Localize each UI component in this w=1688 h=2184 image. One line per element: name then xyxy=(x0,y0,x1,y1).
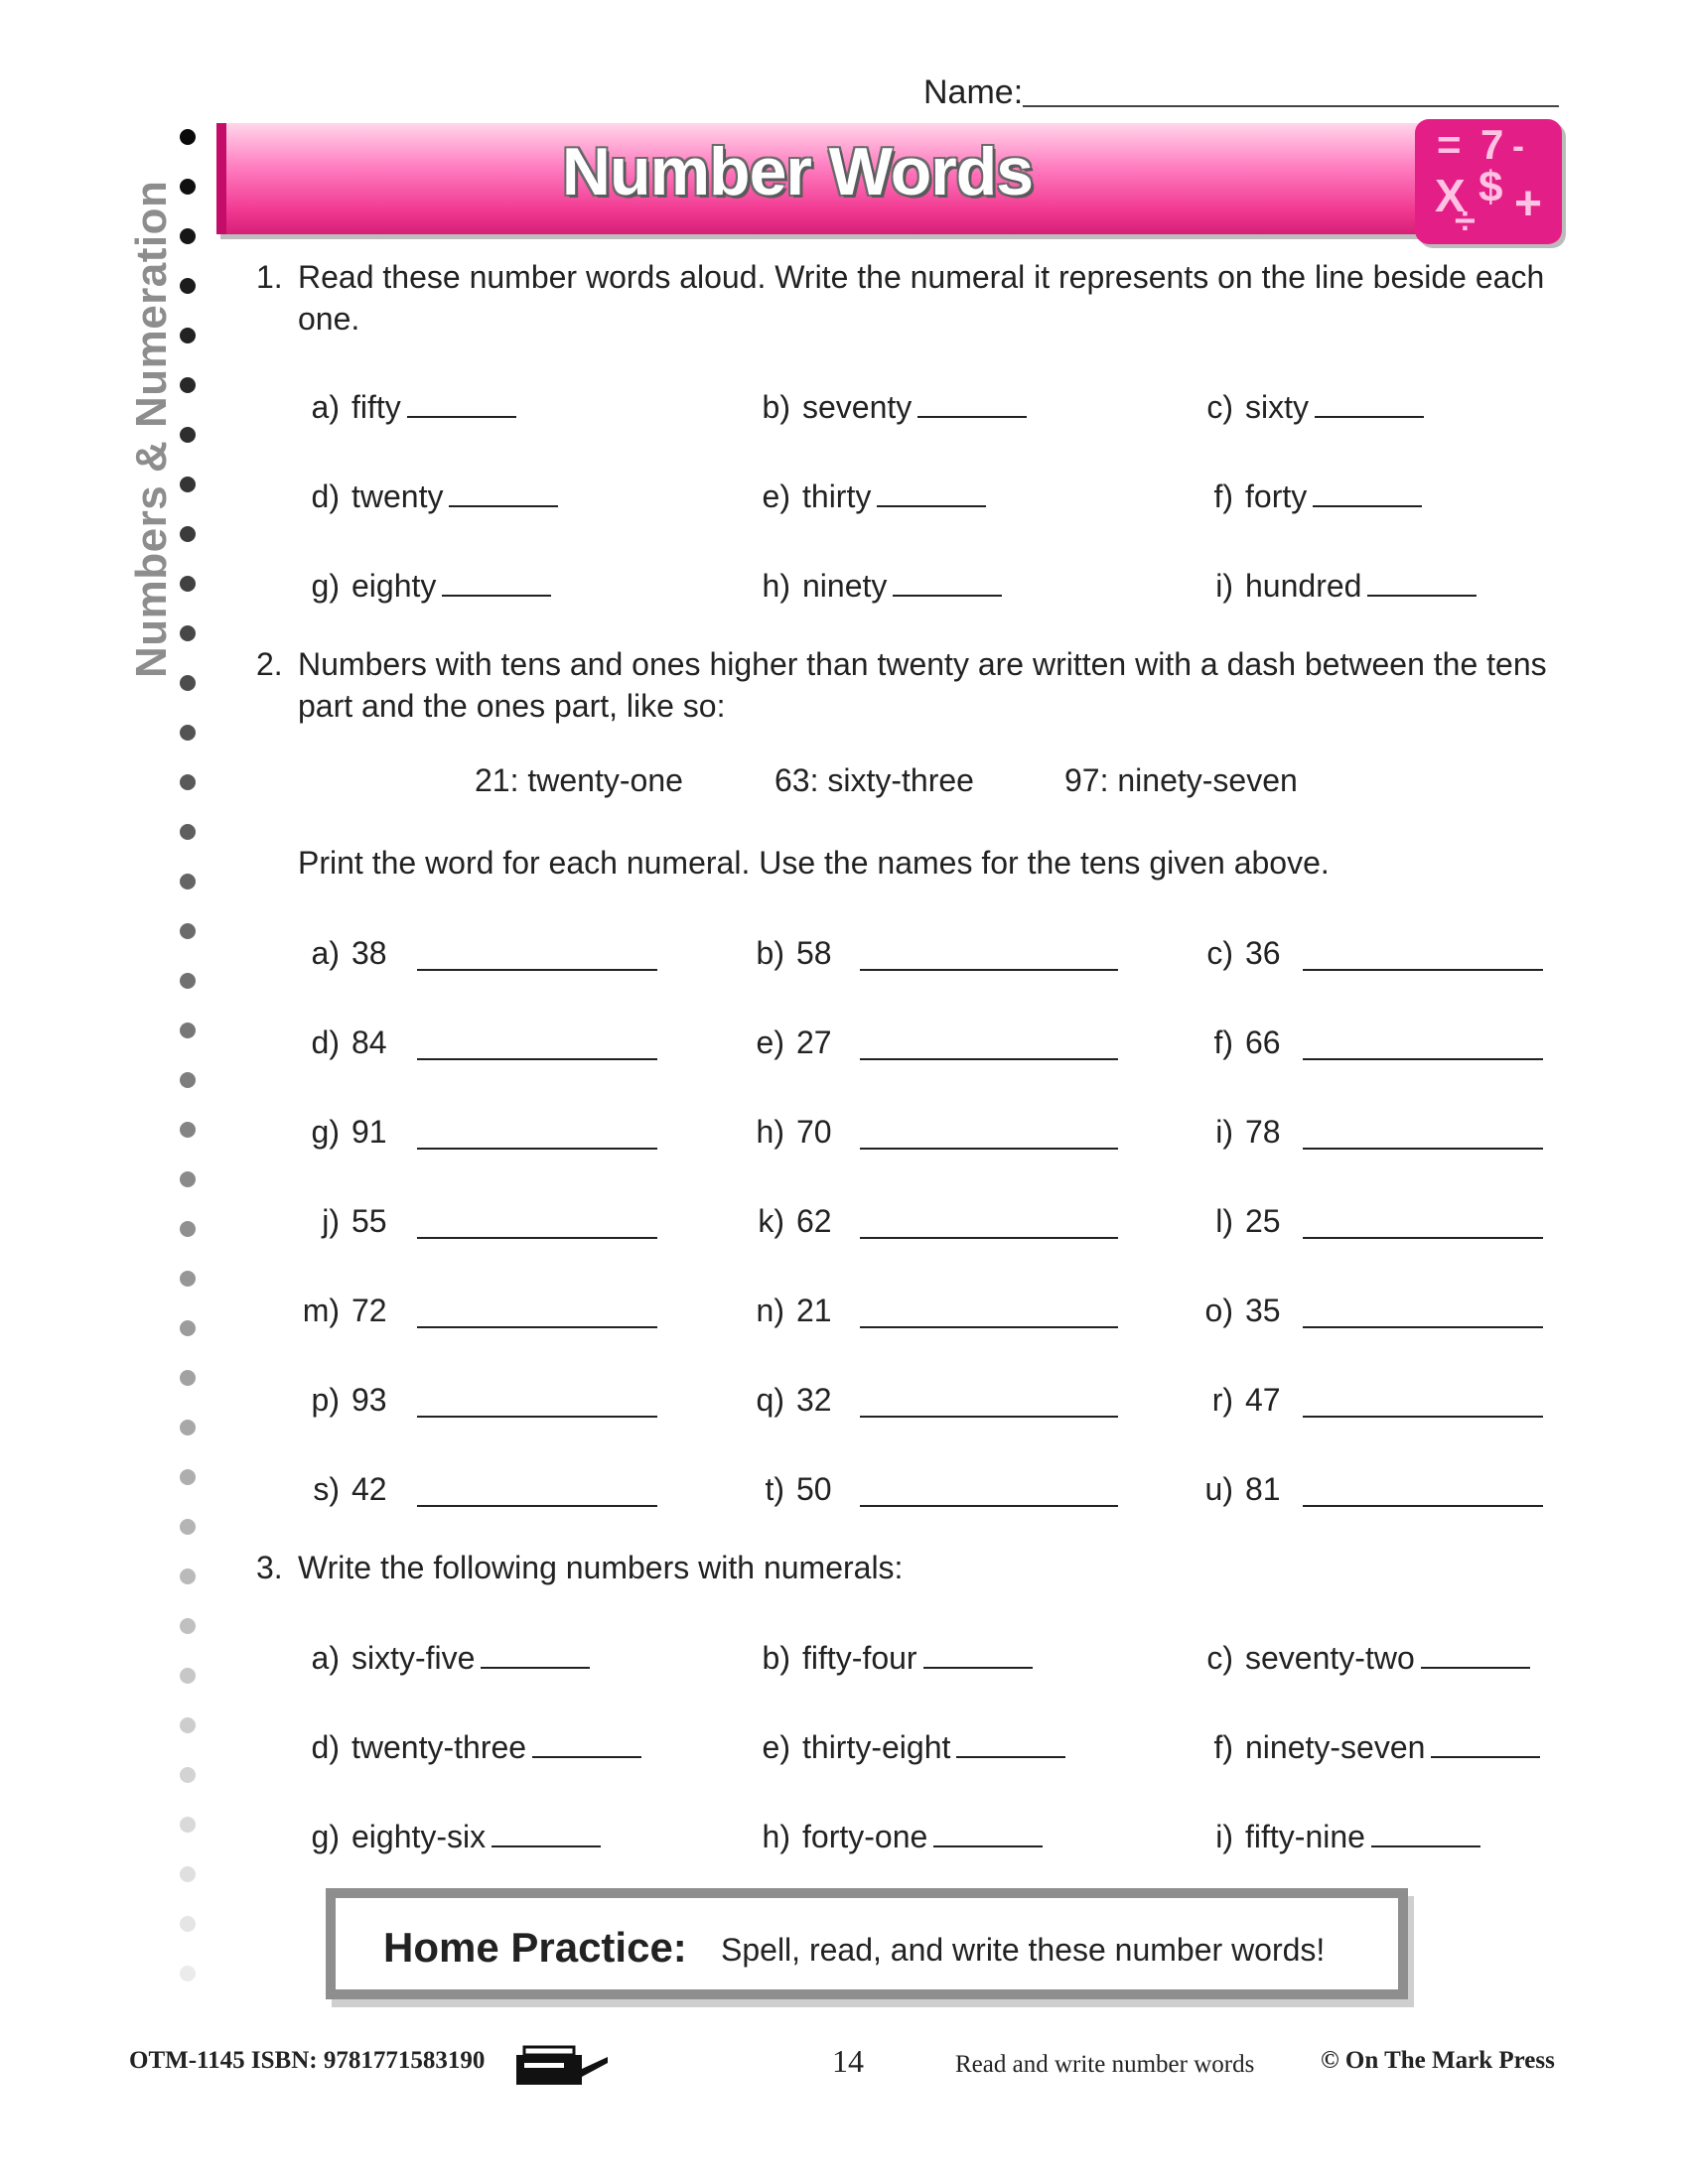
answer-blank[interactable] xyxy=(1431,1726,1540,1758)
binder-dot xyxy=(180,1717,196,1733)
item-text: ninety-seven xyxy=(1245,1729,1426,1765)
answer-line[interactable] xyxy=(1303,1416,1543,1418)
binder-dot xyxy=(180,1519,196,1535)
binder-dot xyxy=(180,228,196,244)
answer-line[interactable] xyxy=(417,1505,657,1507)
question-text: Numbers with tens and ones higher than twenty are written with a dash between the tens part and the ones part, like so: xyxy=(298,646,1547,724)
math-symbol: 7 xyxy=(1480,121,1504,168)
answer-blank[interactable] xyxy=(532,1726,641,1758)
item-text: fifty-four xyxy=(802,1640,917,1676)
answer-line[interactable] xyxy=(1303,1326,1543,1328)
exercise-item xyxy=(756,1021,832,1064)
answer-blank[interactable] xyxy=(492,1816,601,1847)
math-symbol: $ xyxy=(1478,163,1503,211)
item-text: 72 xyxy=(352,1293,387,1328)
item-text: 70 xyxy=(796,1114,832,1150)
item-label: j) xyxy=(322,1203,340,1239)
example: 63: sixty-three xyxy=(774,762,974,798)
answer-line[interactable] xyxy=(860,969,1118,971)
answer-line[interactable] xyxy=(417,1148,657,1150)
question-number: 2. xyxy=(256,646,283,682)
answer-blank[interactable] xyxy=(923,1637,1033,1669)
binder-dot xyxy=(180,1618,196,1634)
binder-dot xyxy=(180,725,196,741)
home-practice-text: Spell, read, and write these number words! xyxy=(721,1932,1326,1968)
binder-dot xyxy=(180,1469,196,1485)
item-label: q) xyxy=(756,1382,784,1418)
exercise-item xyxy=(1206,931,1281,975)
binder-dot xyxy=(180,576,196,592)
item-label: i) xyxy=(1215,1819,1233,1854)
item-label: a) xyxy=(311,389,340,425)
item-label: p) xyxy=(311,1382,340,1418)
name-field[interactable] xyxy=(923,69,1559,113)
exercise-item xyxy=(311,1378,387,1422)
item-text: eighty-six xyxy=(352,1819,487,1854)
answer-line[interactable] xyxy=(417,1416,657,1418)
exercise-item xyxy=(762,1636,1033,1680)
item-label: m) xyxy=(302,1293,340,1328)
math-symbol: - xyxy=(1512,125,1524,166)
exercise-item xyxy=(765,1467,832,1511)
question-number: 1. xyxy=(256,259,283,295)
question-text: Write the following numbers with numerals: xyxy=(298,1550,904,1585)
item-text: sixty xyxy=(1245,389,1309,425)
answer-line[interactable] xyxy=(860,1058,1118,1060)
item-label: l) xyxy=(1215,1203,1233,1239)
item-label: c) xyxy=(1206,1640,1233,1676)
page-number: 14 xyxy=(832,2043,864,2079)
item-label: a) xyxy=(311,935,340,971)
exercise-item xyxy=(762,475,986,518)
exercise-item xyxy=(1215,1815,1480,1858)
binder-dot xyxy=(180,278,196,294)
binder-dot xyxy=(180,1966,196,1981)
math-symbol: X xyxy=(1435,170,1466,221)
item-text: forty xyxy=(1245,478,1308,514)
item-text: 55 xyxy=(352,1203,387,1239)
item-label: h) xyxy=(762,568,790,604)
binder-dot xyxy=(180,625,196,641)
answer-line[interactable] xyxy=(860,1505,1118,1507)
item-label: i) xyxy=(1215,1114,1233,1150)
binder-dot xyxy=(180,129,196,145)
item-label: g) xyxy=(311,568,340,604)
answer-blank[interactable] xyxy=(877,476,986,507)
item-text: twenty xyxy=(352,478,444,514)
item-text: 38 xyxy=(352,935,387,971)
binder-dot xyxy=(180,1023,196,1038)
binder-dot xyxy=(180,477,196,492)
footer-description: Read and write number words xyxy=(955,2051,1255,2078)
item-label: h) xyxy=(762,1819,790,1854)
answer-blank[interactable] xyxy=(956,1726,1065,1758)
binder-dot xyxy=(180,526,196,542)
answer-line[interactable] xyxy=(1303,1148,1543,1150)
exercise-item xyxy=(1206,1636,1530,1680)
instruction-text: Print the word for each numeral. Use the names for the tens given above. xyxy=(298,845,1330,881)
item-text: ninety xyxy=(802,568,888,604)
item-text: 62 xyxy=(796,1203,832,1239)
exercise-item xyxy=(311,1815,601,1858)
exercise-item xyxy=(762,1815,1043,1858)
exercise-item xyxy=(311,931,387,975)
math-symbol: + xyxy=(1514,178,1543,230)
item-label: a) xyxy=(311,1640,340,1676)
footer-copyright: © On The Mark Press xyxy=(1321,2047,1555,2074)
exercise-item xyxy=(756,1289,832,1332)
answer-blank[interactable] xyxy=(449,476,558,507)
instruction xyxy=(298,842,1330,884)
item-text: forty-one xyxy=(802,1819,928,1854)
example: 21: twenty-one xyxy=(475,762,683,798)
item-label: e) xyxy=(762,478,790,514)
exercise-item xyxy=(1215,564,1477,608)
exercise-item xyxy=(1204,1467,1281,1511)
answer-line[interactable] xyxy=(860,1237,1118,1239)
answer-line[interactable] xyxy=(1303,969,1543,971)
answer-blank[interactable] xyxy=(481,1637,590,1669)
binder-dot xyxy=(180,1320,196,1336)
item-label: g) xyxy=(311,1819,340,1854)
answer-line[interactable] xyxy=(1303,1058,1543,1060)
item-label: d) xyxy=(311,1024,340,1060)
item-label: i) xyxy=(1215,568,1233,604)
exercise-item xyxy=(1206,385,1424,429)
answer-blank[interactable] xyxy=(1371,1816,1480,1847)
binder-dot xyxy=(180,1916,196,1932)
item-label: g) xyxy=(311,1114,340,1150)
binder-dot xyxy=(180,1767,196,1783)
exercise-item xyxy=(1204,1289,1281,1332)
answer-blank[interactable] xyxy=(1313,476,1422,507)
page-title: Number Words xyxy=(561,134,1034,209)
exercise-item xyxy=(1213,475,1422,518)
answer-line[interactable] xyxy=(417,1058,657,1060)
binder-dot xyxy=(180,1866,196,1882)
binder-dot xyxy=(180,675,196,691)
item-label: t) xyxy=(765,1471,784,1507)
item-text: 50 xyxy=(796,1471,832,1507)
answer-line[interactable] xyxy=(417,1326,657,1328)
exercise-item xyxy=(756,1110,832,1154)
question-number: 3. xyxy=(256,1550,283,1585)
example: 97: ninety-seven xyxy=(1064,762,1298,798)
item-label: b) xyxy=(762,389,790,425)
home-practice-box xyxy=(326,1888,1408,1999)
item-text: 91 xyxy=(352,1114,387,1150)
question-text: Read these number words aloud. Write the numeral it represents on the line beside each one. xyxy=(298,259,1545,337)
item-text: thirty-eight xyxy=(802,1729,951,1765)
exercise-item xyxy=(762,1725,1065,1769)
item-text: sixty-five xyxy=(352,1640,476,1676)
binder-dot xyxy=(180,1221,196,1237)
item-label: f) xyxy=(1213,478,1233,514)
answer-line[interactable] xyxy=(1303,1237,1543,1239)
answer-blank[interactable] xyxy=(442,565,551,597)
item-text: 84 xyxy=(352,1024,387,1060)
exercise-item xyxy=(311,385,516,429)
item-text: 93 xyxy=(352,1382,387,1418)
item-label: o) xyxy=(1204,1293,1233,1328)
binder-dot xyxy=(180,377,196,393)
answer-blank[interactable] xyxy=(917,386,1027,418)
item-label: e) xyxy=(756,1024,784,1060)
binder-dot xyxy=(180,774,196,790)
footer-code: OTM-1145 ISBN: 9781771583190 xyxy=(129,2047,486,2074)
binder-dot xyxy=(180,1420,196,1435)
exercise-item xyxy=(758,1199,832,1243)
copier-icon xyxy=(514,2041,610,2091)
exercise-item xyxy=(1215,1110,1281,1154)
answer-line[interactable] xyxy=(860,1326,1118,1328)
binder-dot xyxy=(180,824,196,840)
item-text: 25 xyxy=(1245,1203,1281,1239)
item-text: 32 xyxy=(796,1382,832,1418)
exercise-item xyxy=(1211,1378,1281,1422)
item-text: 42 xyxy=(352,1471,387,1507)
item-text: 58 xyxy=(796,935,832,971)
exercise-item xyxy=(311,1725,641,1769)
answer-line[interactable] xyxy=(860,1416,1118,1418)
answer-blank[interactable] xyxy=(407,386,516,418)
answer-blank[interactable] xyxy=(933,1816,1043,1847)
exercise-item xyxy=(1213,1021,1281,1064)
exercise-item xyxy=(322,1199,387,1243)
binder-dot xyxy=(180,1370,196,1386)
item-label: n) xyxy=(756,1293,784,1328)
binder-dot xyxy=(180,1569,196,1584)
exercise-item xyxy=(1215,1199,1281,1243)
item-text: fifty xyxy=(352,389,401,425)
math-symbols-icon xyxy=(1415,119,1562,244)
item-label: s) xyxy=(313,1471,340,1507)
answer-blank[interactable] xyxy=(1421,1637,1530,1669)
binder-dot xyxy=(180,973,196,989)
item-label: d) xyxy=(311,478,340,514)
item-text: thirty xyxy=(802,478,872,514)
item-label: c) xyxy=(1206,935,1233,971)
binder-dot xyxy=(180,1171,196,1187)
exercise-item xyxy=(311,1021,387,1064)
item-label: c) xyxy=(1206,389,1233,425)
binder-dot xyxy=(180,1271,196,1287)
home-practice-title: Home Practice: xyxy=(383,1924,687,1971)
math-symbol: = xyxy=(1437,121,1462,168)
item-label: k) xyxy=(758,1203,784,1239)
title-banner xyxy=(216,123,1507,234)
item-text: seventy-two xyxy=(1245,1640,1415,1676)
answer-line[interactable] xyxy=(1303,1505,1543,1507)
item-text: 47 xyxy=(1245,1382,1281,1418)
exercise-item xyxy=(762,385,1027,429)
item-text: 78 xyxy=(1245,1114,1281,1150)
name-label: Name: xyxy=(923,73,1024,111)
item-label: e) xyxy=(762,1729,790,1765)
binder-dot xyxy=(180,1072,196,1088)
item-text: 21 xyxy=(796,1293,832,1328)
item-label: h) xyxy=(756,1114,784,1150)
binder-dot xyxy=(180,1817,196,1833)
exercise-item xyxy=(311,475,558,518)
answer-line[interactable] xyxy=(417,969,657,971)
item-text: 81 xyxy=(1245,1471,1281,1507)
exercise-item xyxy=(311,1110,387,1154)
math-symbol: ÷ xyxy=(1455,201,1476,242)
exercise-item xyxy=(1213,1725,1540,1769)
item-label: b) xyxy=(756,935,784,971)
item-text: 66 xyxy=(1245,1024,1281,1060)
binder-dot xyxy=(180,179,196,195)
item-text: 35 xyxy=(1245,1293,1281,1328)
item-text: 36 xyxy=(1245,935,1281,971)
binder-dot xyxy=(180,923,196,939)
item-text: hundred xyxy=(1245,568,1362,604)
exercise-item xyxy=(302,1289,387,1332)
binder-dot xyxy=(180,1668,196,1684)
binder-dot xyxy=(180,427,196,443)
item-text: twenty-three xyxy=(352,1729,527,1765)
item-label: f) xyxy=(1213,1729,1233,1765)
item-text: fifty-nine xyxy=(1245,1819,1365,1854)
binder-dot xyxy=(180,328,196,343)
exercise-item xyxy=(756,931,832,975)
item-label: f) xyxy=(1213,1024,1233,1060)
answer-line[interactable] xyxy=(860,1148,1118,1150)
item-text: 27 xyxy=(796,1024,832,1060)
name-line[interactable] xyxy=(1023,105,1559,107)
exercise-item xyxy=(762,564,1002,608)
exercise-item xyxy=(313,1467,387,1511)
answer-blank[interactable] xyxy=(1367,565,1477,597)
answer-blank[interactable] xyxy=(1315,386,1424,418)
item-label: r) xyxy=(1211,1382,1233,1418)
item-label: b) xyxy=(762,1640,790,1676)
answer-blank[interactable] xyxy=(893,565,1002,597)
binder-dot xyxy=(180,874,196,889)
exercise-item xyxy=(311,1636,590,1680)
exercise-item xyxy=(756,1378,832,1422)
item-text: seventy xyxy=(802,389,913,425)
exercise-item xyxy=(311,564,551,608)
item-label: d) xyxy=(311,1729,340,1765)
answer-line[interactable] xyxy=(417,1237,657,1239)
side-label: Numbers & Numeration xyxy=(127,180,176,678)
binder-dot xyxy=(180,1122,196,1138)
item-label: u) xyxy=(1204,1471,1233,1507)
item-text: eighty xyxy=(352,568,437,604)
